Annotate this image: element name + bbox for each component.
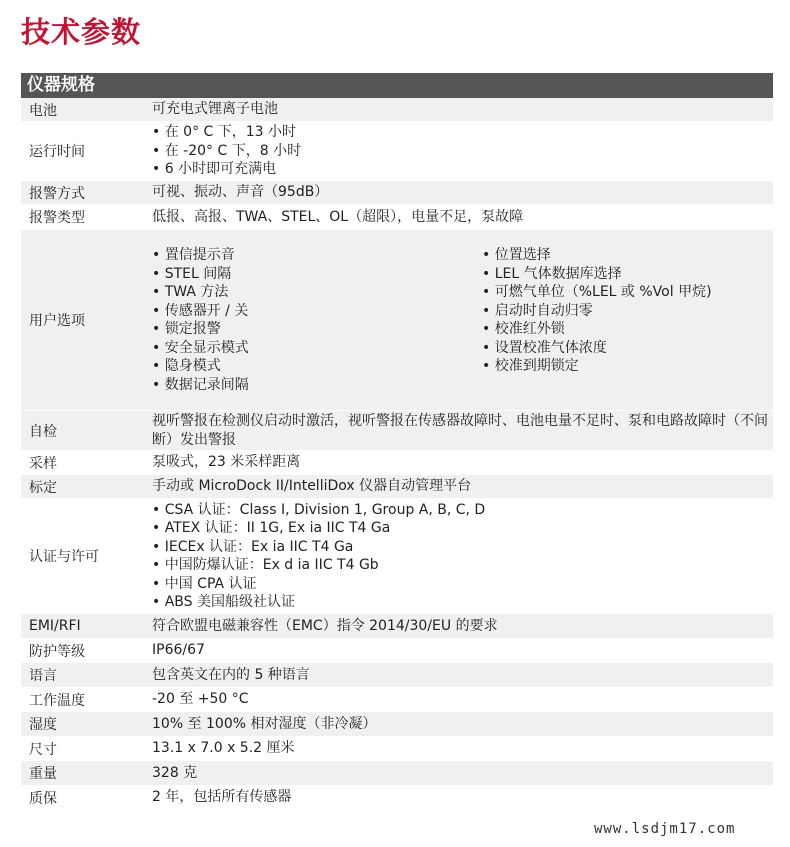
list-item: • 校准红外锁 [482, 320, 790, 339]
row-value [148, 500, 773, 613]
list-item: • IECEx 认证：Ex ia IIC T4 Ga [152, 538, 769, 557]
list-item: • 设置校准气体浓度 [482, 339, 790, 358]
section-header: 仪器规格 [21, 73, 773, 98]
table-row [21, 205, 773, 230]
list-item: • 可燃气单位（%LEL 或 %Vol 甲烷) [482, 283, 790, 302]
list-item: • 隐身模式 [152, 357, 482, 376]
list-item: • 传感器开 / 关 [152, 302, 482, 321]
row-value: 328 克 [152, 764, 198, 781]
list-item: • 置信提示音 [152, 246, 482, 265]
list-item: • 在 -20° C 下，8 小时 [152, 142, 769, 161]
list-item: • 启动时自动归零 [482, 302, 790, 321]
row-value: 可视、振动、声音（95dB） [152, 184, 329, 201]
table-row [21, 639, 773, 663]
row-label: 用户选项 [29, 313, 85, 329]
row-label: 认证与许可 [29, 549, 99, 565]
row-value: 可充电式锂离子电池 [152, 101, 278, 118]
list-item: • STEL 间隔 [152, 265, 482, 284]
table-row [21, 475, 773, 499]
list-item: • ATEX 认证：II 1G, Ex ia IIC T4 Ga [152, 519, 769, 538]
row-value: 低报、高报、TWA、STEL、OL（超限），电量不足，泵故障 [152, 208, 524, 225]
list-item: • 中国防爆认证：Ex d ia IIC T4 Gb [152, 556, 769, 575]
row-label: 尺寸 [29, 741, 57, 758]
table-row [21, 614, 773, 639]
row-label: 报警类型 [29, 210, 85, 226]
row-label: 质保 [29, 790, 57, 807]
list-item: • 锁定报警 [152, 320, 482, 339]
table-row [21, 411, 773, 451]
row-value [148, 245, 790, 395]
row-label: 运行时间 [29, 144, 85, 160]
row-label: 采样 [29, 455, 57, 472]
row-value: 手动或 MicroDock II/IntelliDox 仪器自动管理平台 [152, 478, 472, 495]
list-item: • 在 0° C 下，13 小时 [152, 123, 769, 142]
watermark: www.lsdjm17.com [594, 821, 736, 837]
row-label: 标定 [29, 479, 57, 496]
list-item: • LEL 气体数据库选择 [482, 265, 790, 284]
list-item: • 中国 CPA 认证 [152, 575, 769, 594]
row-label: 重量 [29, 766, 57, 782]
table-row [21, 181, 773, 205]
table-row [21, 499, 773, 614]
list-item: • TWA 方法 [152, 283, 482, 302]
row-label: 防护等级 [29, 643, 85, 660]
row-value: 2 年，包括所有传感器 [152, 789, 292, 806]
table-row [21, 230, 773, 411]
row-value [148, 122, 773, 180]
row-value: IP66/67 [152, 642, 205, 659]
table-row [21, 663, 773, 688]
row-label: EMI/RFI [29, 618, 81, 634]
row-value: 10% 至 100% 相对湿度（非冷凝） [152, 715, 377, 732]
table-row [21, 712, 773, 737]
table-row [21, 451, 773, 475]
table-row [21, 122, 773, 181]
row-label: 自检 [29, 423, 57, 440]
page-title: 技术参数 [21, 15, 142, 49]
row-label: 语言 [29, 668, 57, 684]
table-row [21, 737, 773, 761]
table-row [21, 786, 773, 810]
row-value: 视听警报在检测仪启动时激活，视听警报在传感器故障时、电池电量不足时、泵和电路故障时（不间断）发出警报 [152, 413, 768, 448]
row-value: 13.1 x 7.0 x 5.2 厘米 [152, 740, 295, 757]
spec-table [21, 73, 773, 810]
row-label: 湿度 [29, 717, 57, 733]
list-item: • 数据记录间隔 [152, 376, 482, 395]
table-row [21, 688, 773, 712]
row-value: 包含英文在内的 5 种语言 [152, 666, 310, 683]
list-item: • 位置选择 [482, 246, 790, 265]
options-right-list [482, 246, 790, 376]
list-item: • ABS 美国船级社认证 [152, 593, 769, 612]
table-row [21, 761, 773, 786]
list-item: • CSA 认证：Class I, Division 1, Group A, B, C, D [152, 501, 769, 520]
row-value: 符合欧盟电磁兼容性（EMC）指令 2014/30/EU 的要求 [152, 617, 498, 634]
list-item: • 6 小时即可充满电 [152, 160, 769, 179]
row-label: 工作温度 [29, 692, 85, 709]
row-label: 电池 [29, 102, 57, 119]
row-label: 报警方式 [29, 185, 85, 202]
list-item: • 安全显示模式 [152, 339, 482, 358]
table-row [21, 98, 773, 122]
options-left-list [152, 246, 482, 394]
row-value: 泵吸式，23 米采样距离 [152, 454, 301, 471]
row-value: -20 至 +50 °C [152, 691, 249, 708]
list-item: • 校准到期锁定 [482, 357, 790, 376]
